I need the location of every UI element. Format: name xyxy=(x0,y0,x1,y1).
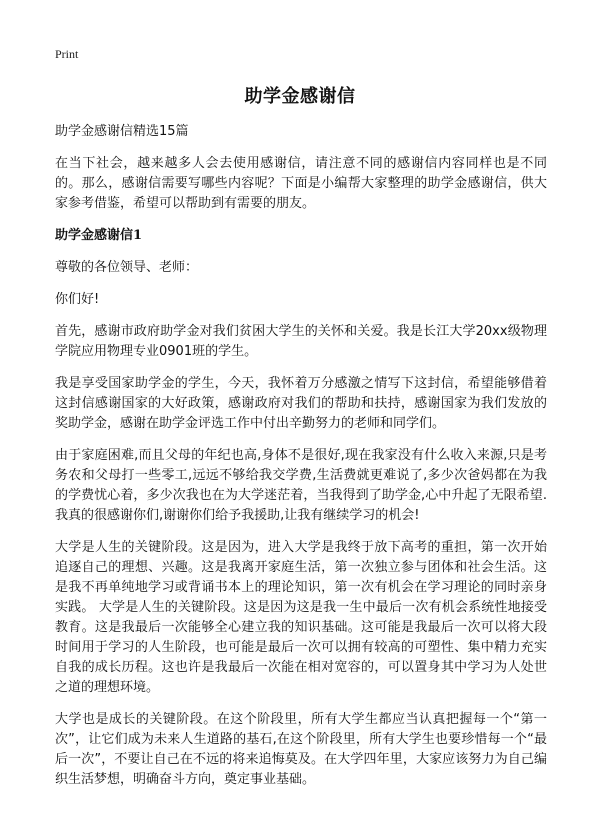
body-paragraph: 由于家庭困难,而且父母的年纪也高,身体不是很好,现在我家没有什么收入来源,只是考务农和父母打一些零工,远远不够给我交学费,生活费就更难说了,多少次爸妈都在为我的学费忧心着，多少次我也在为大学迷茫着，当我得到了助学金,心中升起了无限希望.我真的很感谢你们,谢谢你们给予我援助,让我有继续学习的机会! xyxy=(55,448,547,523)
intro-paragraph: 在当下社会，越来越多人会去使用感谢信，请注意不同的感谢信内容同样也是不同的。那么，感谢信需要写哪些内容呢？下面是小编帮大家整理的助学金感谢信，供大家参考借鉴，希望可以帮助到有需要的朋友。 xyxy=(55,156,547,211)
body-paragraph: 大学也是成长的关键阶段。在这个阶段里，所有大学生都应当认真把握每一个“第一次”，让它们成为未来人生道路的基石,在这个阶段里，所有大学生也要珍惜每一个“最后一次”，不要让自己在不远的将来追悔莫及。在大学四年里，大家应该努力为自己编织生活梦想，明确奋斗方向，奠定事业基础。 xyxy=(55,712,547,787)
body-paragraph: 我是享受国家助学金的学生，今天，我怀着万分感激之情写下这封信，希望能够借着这封信感谢国家的大好政策，感谢政府对我们的帮助和扶持，感谢国家为我们发放的奖助学金，感谢在助学金评选工作中付出辛勤努力的老师和同学们。 xyxy=(55,376,547,431)
salutation: 尊敬的各位领导、老师： xyxy=(55,260,199,275)
section-heading: 助学金感谢信1 xyxy=(55,228,143,243)
document-subtitle: 助学金感谢信精选15篇 xyxy=(55,124,189,139)
greeting: 你们好! xyxy=(55,292,100,307)
print-link[interactable]: Print xyxy=(55,47,79,61)
page-title: 助学金感谢信 xyxy=(244,86,356,107)
document-body xyxy=(55,122,547,802)
body-paragraph: 大学是人生的关键阶段。这是因为，进入大学是我终于放下高考的重担，第一次开始追逐自己的理想、兴趣。这是我离开家庭生活，第一次独立参与团体和社会生活。这是我不再单纯地学习或背诵书本上的理论知识，第一次有机会在学习理论的同时亲身实践。 大学是人生的关键阶段。这是因为这是我一生中最后一次有机会系统性地接受教育。这是我最后一次能够全心建立我的知识基础。这可能是我最后一次可以将大段时间用于学习的人生阶段，也可能是最后一次可以拥有较高的可塑性、集中精力充实自我的成长历程。这也许是我最后一次能在相对宽容的，可以置身其中学习为人处世之道的理想环境。 xyxy=(55,540,547,695)
body-paragraph: 首先，感谢市政府助学金对我们贫困大学生的关怀和关爱。我是长江大学20xx级物理学院应用物理专业0901班的学生。 xyxy=(55,324,547,359)
